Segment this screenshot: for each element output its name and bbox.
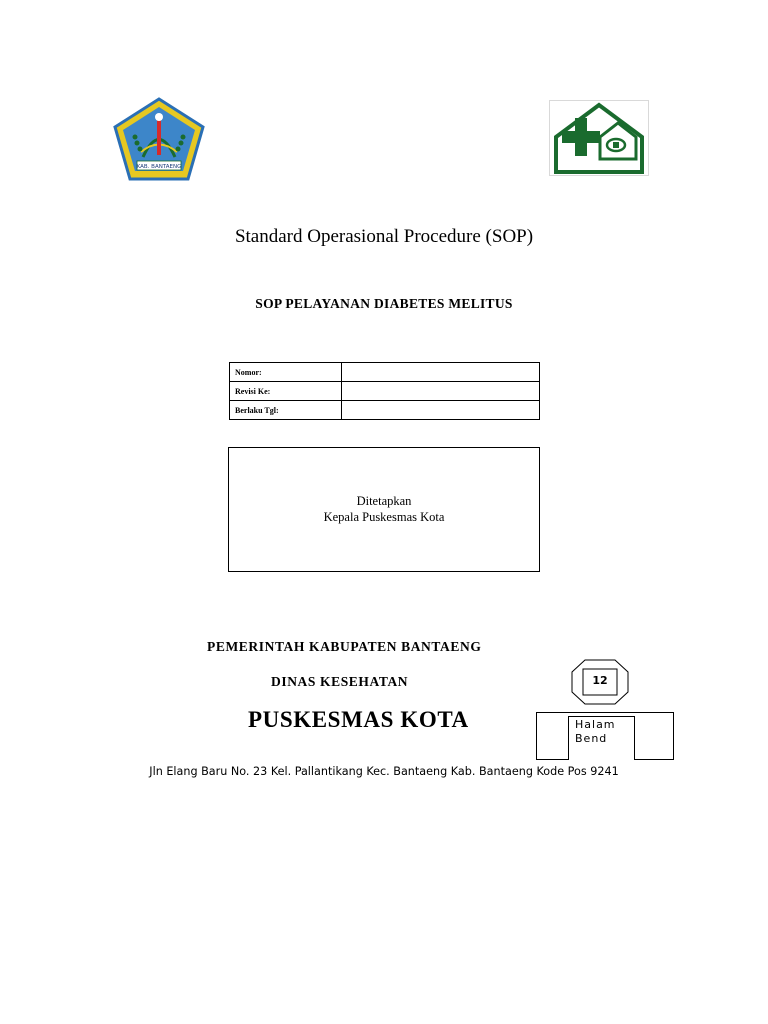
page-label-box bbox=[568, 716, 635, 760]
table-label-cell bbox=[230, 401, 342, 420]
berlaku-value bbox=[341, 401, 539, 420]
sop-info-table bbox=[229, 362, 540, 420]
table-label-cell bbox=[230, 363, 342, 382]
approval-box bbox=[228, 447, 540, 572]
address-line: Jln Elang Baru No. 23 Kel. Pallantikang Kec. Bantaeng Kab. Bantaeng Kode Pos 9241 bbox=[149, 765, 619, 778]
berlaku-label: Berlaku Tgl bbox=[235, 405, 276, 415]
facility-heading: PUSKESMAS KOTA bbox=[248, 707, 469, 732]
agency-heading: DINAS KESEHATAN bbox=[271, 674, 409, 689]
revisi-value bbox=[341, 382, 539, 401]
nomor-label: Nomor bbox=[235, 367, 259, 377]
revisi-label: Revisi Ke bbox=[235, 386, 268, 396]
emblem-caption: KAB. BANTAENG bbox=[136, 164, 182, 170]
separator: : bbox=[259, 367, 262, 377]
kabupaten-emblem-logo bbox=[113, 97, 206, 181]
document-title: Standard Operasional Procedure (SOP) bbox=[234, 226, 534, 247]
table-label-cell bbox=[230, 382, 342, 401]
badge-number: 12 bbox=[592, 674, 608, 687]
page-label-text: Halam Bend bbox=[575, 718, 616, 745]
page-number-octagon bbox=[571, 659, 629, 705]
table-row bbox=[230, 401, 540, 420]
approval-line-2: Kepala Puskesmas Kota bbox=[323, 510, 445, 524]
sop-subtitle: SOP PELAYANAN DIABETES MELITUS bbox=[255, 296, 513, 311]
approval-line-1: Ditetapkan bbox=[356, 494, 412, 508]
separator: : bbox=[267, 386, 271, 396]
separator: : bbox=[275, 405, 279, 415]
nomor-value bbox=[341, 363, 539, 382]
table-row bbox=[230, 382, 540, 401]
puskesmas-logo bbox=[549, 100, 649, 176]
table-row bbox=[230, 363, 540, 382]
government-heading: PEMERINTAH KABUPATEN BANTAENG bbox=[207, 639, 482, 654]
